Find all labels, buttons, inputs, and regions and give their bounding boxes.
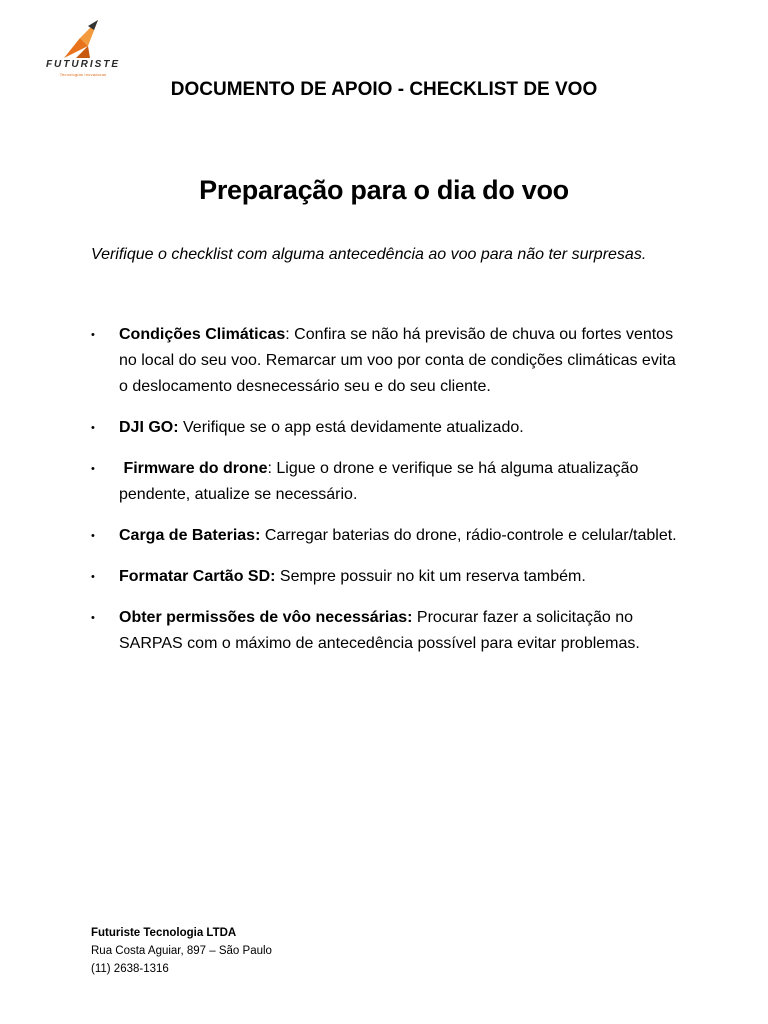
futuriste-logo-icon — [60, 16, 106, 60]
item-label: Condições Climáticas — [119, 326, 286, 343]
item-text: Ligue o drone e verifique se há alguma atualização pendente, atualize se necessário. — [119, 460, 639, 503]
item-label: Firmware do drone — [119, 460, 268, 477]
item-text: Sempre possuir no kit um reserva também. — [275, 568, 586, 585]
item-label: Obter permissões de vôo necessárias: — [119, 609, 413, 626]
item-separator: : — [267, 460, 272, 477]
section-title: Preparação para o dia do voo — [199, 175, 569, 205]
bullet-icon: • — [91, 329, 95, 341]
checklist-item — [91, 322, 681, 400]
footer-company: Futuriste Tecnologia LTDA — [91, 927, 237, 939]
checklist-item — [91, 456, 681, 508]
logo-wordmark: FUTURISTE — [45, 59, 121, 70]
checklist-item — [91, 523, 681, 549]
intro-text: Verifique o checklist com alguma antecedência ao voo para não ter surpresas. — [91, 246, 647, 263]
footer-address: Rua Costa Aguiar, 897 – São Paulo — [91, 945, 272, 957]
logo-tagline: Tecnologias Inovadoras — [59, 72, 107, 77]
item-label: Formatar Cartão SD: — [119, 568, 276, 585]
checklist-item — [91, 605, 681, 657]
bullet-icon: • — [91, 530, 95, 542]
bullet-icon: • — [91, 422, 95, 434]
item-label: Carga de Baterias: — [119, 527, 261, 544]
item-separator: : — [285, 326, 290, 343]
company-logo — [36, 16, 130, 76]
item-text: Verifique se o app está devidamente atualizado. — [178, 419, 524, 436]
item-label: DJI GO: — [119, 419, 179, 436]
bullet-icon: • — [91, 612, 95, 624]
checklist — [91, 322, 681, 672]
bullet-icon: • — [91, 571, 95, 583]
checklist-item — [91, 415, 681, 441]
footer-phone: (11) 2638-1316 — [91, 963, 169, 975]
item-text: Carregar baterias do drone, rádio-controle e celular/tablet. — [260, 527, 677, 544]
footer — [91, 924, 491, 978]
bullet-icon: • — [91, 463, 95, 475]
document-title: DOCUMENTO DE APOIO - CHECKLIST DE VOO — [170, 79, 598, 100]
checklist-item — [91, 564, 681, 590]
item-text: Procurar fazer a solicitação no SARPAS com o máximo de antecedência possível para evitar problemas. — [119, 609, 640, 652]
item-text: Confira se não há previsão de chuva ou fortes ventos no local do seu voo. Remarcar um voo por conta de condições climáticas evita o deslocamento desnecessário seu e do seu cliente. — [119, 326, 676, 395]
